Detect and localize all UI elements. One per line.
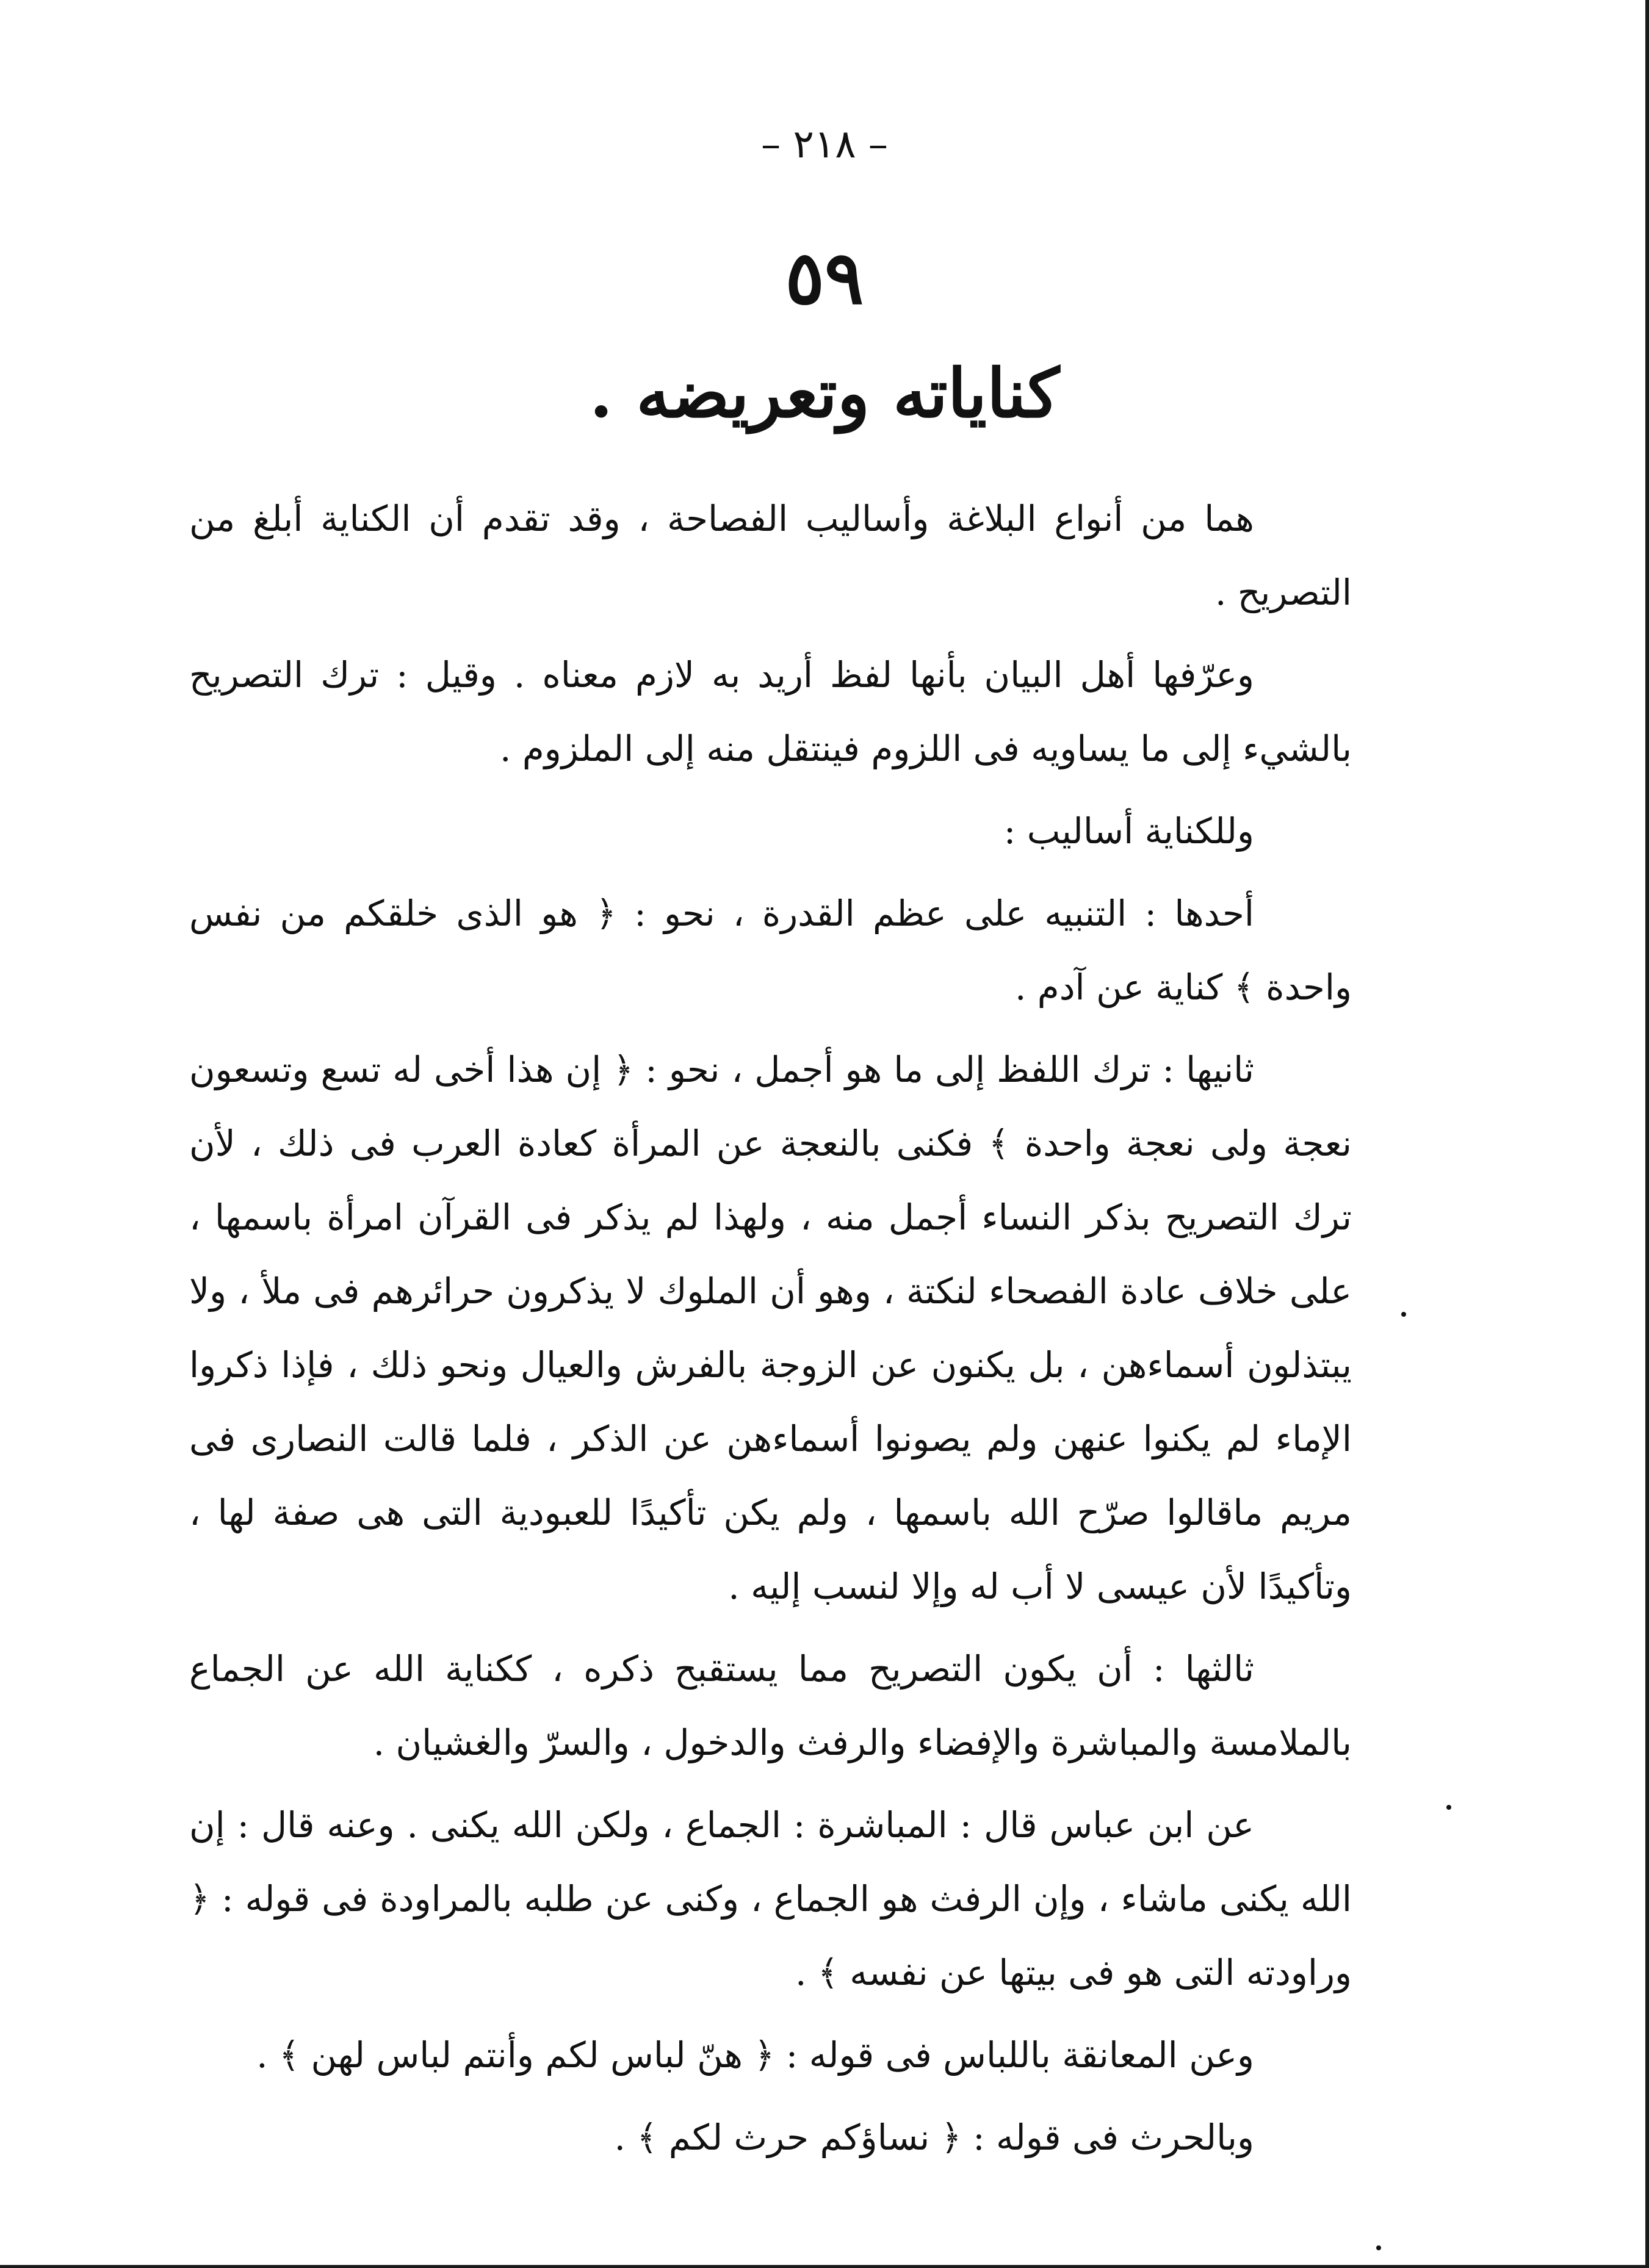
paragraph: وعرّفها أهل البيان بأنها لفظ أريد به لازم معناه . وقيل : ترك التصريح بالشيء إلى ما يساويه فى اللزوم فينتقل منه إلى الملزوم . (189, 654, 1352, 769)
paragraph: ثالثها : أن يكون التصريح مما يستقبح ذكره ، ككناية الله عن الجماع بالملامسة والمباشرة والإفضاء والرفث والدخول ، والسرّ والغشيان . (189, 1648, 1352, 1763)
page-edge-bottom (0, 2265, 1649, 2268)
paragraph: أحدها : التنبيه على عظم القدرة ، نحو : ﴿ هو الذى خلقكم من نفس واحدة ﴾ كناية عن آدم . (189, 893, 1352, 1008)
scan-speck (1446, 1805, 1451, 1810)
scan-speck (1376, 2245, 1381, 2250)
paragraph: وللكناية أساليب : (1003, 810, 1254, 852)
chapter-title: كناياته وتعريضه . (589, 354, 1060, 433)
paragraph: وعن المعانقة باللباس فى قوله : ﴿ هنّ لباس لكم وأنتم لباس لهن ﴾ . (256, 2034, 1254, 2076)
chapter-number: ٥٩ (785, 235, 864, 321)
paragraph: هما من أنواع البلاغة وأساليب الفصاحة ، وقد تقدم أن الكناية أبلغ من التصريح . (189, 498, 1352, 613)
paragraph: عن ابن عباس قال : المباشرة : الجماع ، ولكن الله يكنى . وعنه قال : إن الله يكنى ماشاء ، وإن الرفث هو الجماع ، وكنى عن طلبه بالمراودة فى قوله : ﴿ وراودته التى هو فى بيتها عن نفسه ﴾ . (189, 1804, 1352, 1993)
paragraph: وبالحرث فى قوله : ﴿ نساؤكم حرث لكم ﴾ . (614, 2117, 1254, 2158)
page-edge-right (1645, 0, 1649, 2268)
page-number: – ٢١٨ – (761, 122, 888, 167)
scan-speck (1401, 1312, 1406, 1317)
paragraph: ثانيها : ترك اللفظ إلى ما هو أجمل ، نحو : ﴿ إن هذا أخى له تسع وتسعون نعجة ولى نعجة واحدة ﴾ فكنى بالنعجة عن المرأة كعادة العرب فى ذلك ، لأن ترك التصريح بذكر النساء أجمل منه ، ولهذا لم يذكر فى القرآن امرأة باسمها ، على خلاف عادة الفصحاء لنكتة ، وهو أن الملوك لا يذكرون حرائرهم فى ملأ ، ولا يبتذلون أسماءهن ، بل يكنون عن الزوجة بالفرش والعيال ونحو ذلك ، فإذا ذكروا الإماء لم يكنوا عنهن ولم يصونوا أسماءهن عن الذكر ، فلما قالت النصارى فى مريم ماقالوا صرّح الله باسمها ، ولم يكن تأكيدًا للعبودية التى هى صفة لها ، وتأكيدًا لأن عيسى لا أب له وإلا لنسب إليه . (189, 1049, 1352, 1607)
body-text (189, 482, 1352, 2183)
